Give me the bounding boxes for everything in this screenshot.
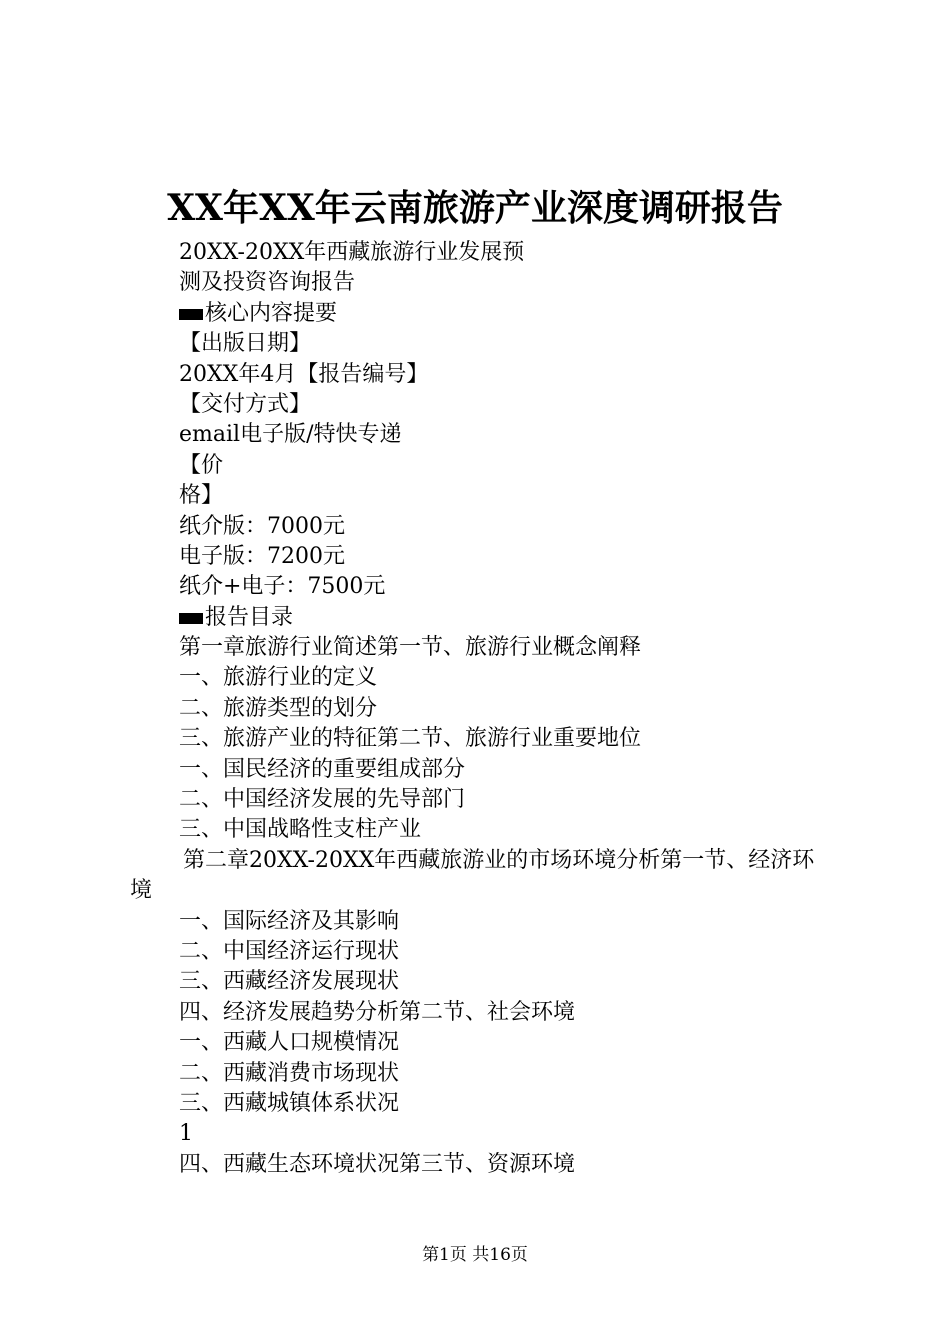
- body-line: 纸介+电子：7500元: [179, 574, 386, 600]
- document-body: [130, 238, 830, 1180]
- body-line: 格】: [179, 483, 224, 509]
- toc-line: 第二章20XX-20XX年西藏旅游业的市场环境分析第一节、经济环境: [130, 847, 815, 904]
- toc-line: 二、旅游类型的划分: [179, 695, 378, 721]
- document-title: XX年XX年云南旅游产业深度调研报告: [167, 187, 783, 229]
- toc-line: 第一章旅游行业简述第一节、旅游行业概念阐释: [179, 635, 642, 661]
- body-line: 【出版日期】: [179, 331, 312, 357]
- toc-line: 三、中国战略性支柱产业: [179, 817, 422, 843]
- inline-page-number: 1: [179, 1121, 193, 1147]
- toc-line: 三、西藏经济发展现状: [179, 969, 400, 995]
- toc-line: 二、中国经济运行现状: [179, 939, 400, 965]
- toc-line: 二、西藏消费市场现状: [179, 1060, 400, 1086]
- toc-line: 一、西藏人口规模情况: [179, 1030, 400, 1056]
- page-footer: 第1页 共16页: [422, 1245, 528, 1265]
- body-line: 【交付方式】: [179, 391, 312, 417]
- section-heading-text: 报告目录: [205, 604, 294, 630]
- section-heading-summary: [130, 299, 830, 329]
- body-line: 测及投资咨询报告: [179, 270, 356, 296]
- body-line: 20XX-20XX年西藏旅游行业发展预: [179, 240, 525, 265]
- toc-line: 四、经济发展趋势分析第二节、社会环境: [179, 999, 576, 1025]
- body-line: email电子版/特快专递: [179, 422, 402, 448]
- square-bullet-icon: [179, 309, 203, 320]
- toc-line: 三、西藏城镇体系状况: [179, 1090, 400, 1116]
- body-line: 【价: [179, 452, 224, 478]
- toc-line: 三、旅游产业的特征第二节、旅游行业重要地位: [179, 726, 642, 752]
- toc-line: 一、国民经济的重要组成部分: [179, 756, 466, 782]
- section-heading-toc: [130, 603, 830, 633]
- section-heading-text: 核心内容提要: [205, 300, 338, 326]
- body-line: 电子版：7200元: [179, 543, 345, 569]
- body-line: 20XX年4月【报告编号】: [179, 361, 429, 387]
- toc-line: 二、中国经济发展的先导部门: [179, 787, 466, 813]
- toc-line: 一、旅游行业的定义: [179, 665, 378, 691]
- square-bullet-icon: [179, 613, 203, 624]
- toc-line: 四、西藏生态环境状况第三节、资源环境: [179, 1151, 576, 1177]
- toc-line: 一、国际经济及其影响: [179, 908, 400, 934]
- body-line: 纸介版：7000元: [179, 513, 345, 539]
